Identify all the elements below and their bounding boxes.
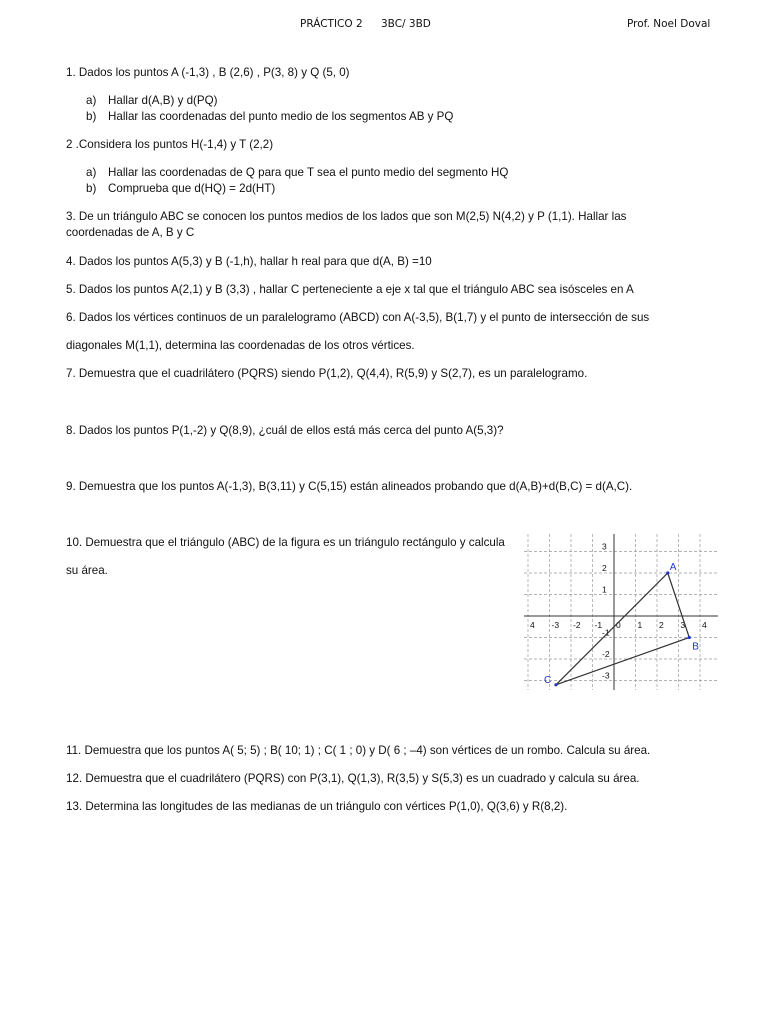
problem-3-line-1: 3. De un triángulo ABC se conocen los puntos medios de los lados que son M(2,5) N(4,2) y P (1,1). Hallar las [66,210,627,223]
problem-1a-text: Hallar d(A,B) y d(PQ) [108,94,218,107]
problem-2a-label: a) [86,166,97,179]
x-tick-label: 3 [680,620,686,630]
problem-4: 4. Dados los puntos A(5,3) y B (-1,h), hallar h real para que d(A, B) =10 [66,255,432,268]
problem-2b-text: Comprueba que d(HQ) = 2d(HT) [108,182,276,195]
problem-12: 12. Demuestra que el cuadrilátero (PQRS) con P(3,1), Q(1,3), R(3,5) y S(5,3) es un cuadrado y calcula su área. [66,772,640,785]
y-tick-label: 3 [602,541,607,552]
problem-2b [86,182,275,195]
problem-11: 11. Demuestra que los puntos A( 5; 5) ; B( 10; 1) ; C( 1 ; 0) y D( 6 ; –4) son vértices de un rombo. Calcula su área. [66,744,651,757]
problem-7: 7. Demuestra que el cuadrilátero (PQRS) siendo P(1,2), Q(4,4), R(5,9) y S(2,7), es un paralelogramo. [66,367,588,380]
problem-10-line-1: 10. Demuestra que el triángulo (ABC) de la figura es un triángulo rectángulo y calcula [66,536,505,549]
figure-points [544,562,699,686]
problem-1a-label: a) [86,94,97,107]
document-title: PRÁCTICO 2 [300,18,363,30]
x-tick-label: 0 [616,620,621,630]
x-tick-label: -2 [573,620,581,630]
problem-8: 8. Dados los puntos P(1,-2) y Q(8,9), ¿cuál de ellos está más cerca del punto A(5,3)? [66,424,504,437]
x-tick-label: 1 [637,620,643,630]
document-groups: 3BC/ 3BD [381,18,431,30]
problem-1b [86,110,453,123]
y-tick-label: 1 [602,584,607,595]
problem-1a [86,94,218,107]
problem-1: 1. Dados los puntos A (-1,3) , B (2,6) , P(3, 8) y Q (5, 0) [66,66,350,79]
point-label-a: A [669,562,677,573]
point-c [554,683,557,686]
y-tick-label: -1 [602,627,610,638]
y-tick-label: -3 [602,670,610,681]
problem-2b-label: b) [86,182,97,195]
x-tick-label: -1 [594,620,603,630]
y-tick-label: -2 [602,649,610,659]
figure-axes [524,534,718,690]
x-tick-label: -3 [551,620,560,630]
problem-3-line-2: coordenadas de A, B y C [66,226,195,239]
problem-2: 2 .Considera los puntos H(-1,4) y T (2,2) [66,138,274,151]
point-label-b: B [692,641,699,653]
problem-13: 13. Determina las longitudes de las medianas de un triángulo con vértices P(1,0), Q(3,6) y R(8,2). [66,800,568,813]
problem-6-line-1: 6. Dados los vértices continuos de un paralelogramo (ABCD) con A(-3,5), B(1,7) y el punto de intersección de sus [66,311,650,324]
problem-1b-text: Hallar las coordenadas del punto medio de los segmentos AB y PQ [108,110,454,123]
x-tick-label: 2 [659,620,664,630]
problem-6-line-2: diagonales M(1,1), determina las coordenadas de los otros vértices. [66,339,415,352]
problem-10-line-2: su área. [66,564,108,577]
triangle-figure [520,532,720,692]
problem-1b-label: b) [86,110,97,123]
point-label-c: C [543,674,552,686]
problem-5: 5. Dados los puntos A(2,1) y B (3,3) , hallar C perteneciente a eje x tal que el triángulo ABC sea isósceles en A [66,283,634,296]
point-b [688,636,691,639]
x-tick-label: 4 [530,620,535,630]
y-tick-label: 2 [602,563,607,573]
document-teacher: Prof. Noel Doval [627,18,711,30]
problem-2a [86,166,508,179]
problem-9: 9. Demuestra que los puntos A(-1,3), B(3,11) y C(5,15) están alineados probando que d(A,B)+d(B,C) = d(A,C). [66,480,633,493]
figure-grid [524,534,720,692]
x-tick-label: 4 [702,620,707,630]
problem-2a-text: Hallar las coordenadas de Q para que T sea el punto medio del segmento HQ [108,166,509,179]
